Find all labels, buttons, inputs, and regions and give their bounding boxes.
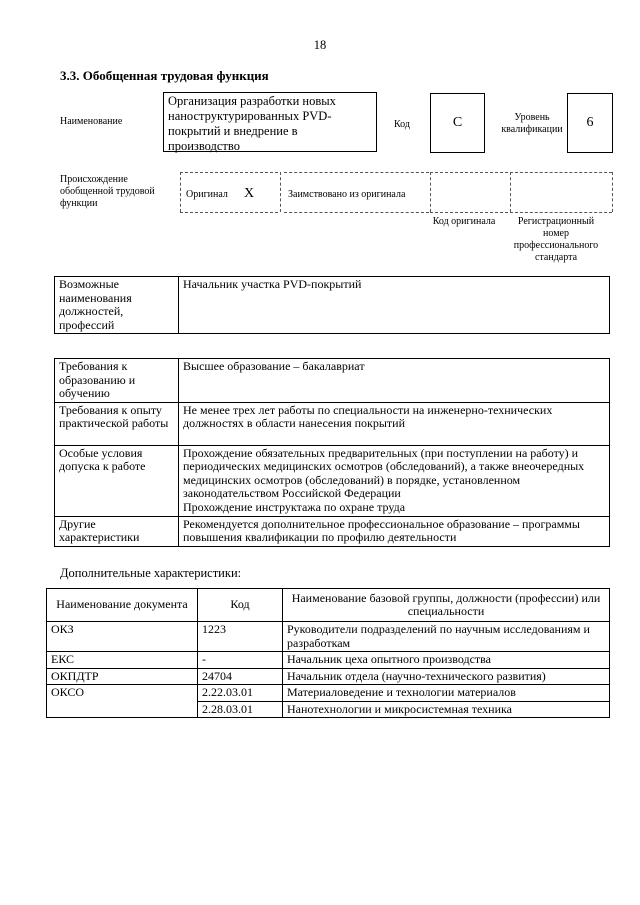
other-label: Другие характеристики	[55, 516, 179, 546]
row-document: ОКПДТР	[47, 668, 198, 685]
row-code: 2.22.03.01	[198, 685, 283, 702]
education-label: Требования к образованию и обучению	[55, 359, 179, 403]
section-title: 3.3. Обобщенная трудовая функция	[60, 68, 269, 83]
original-code-label: Код оригинала	[432, 216, 496, 227]
experience-label: Требования к опыту практической работы	[55, 402, 179, 445]
table-row	[47, 701, 610, 718]
row-code: 2.28.03.01	[198, 701, 283, 718]
table-row	[47, 622, 610, 652]
header-document: Наименование документа	[47, 589, 198, 622]
table-row	[47, 652, 610, 669]
additional-title: Дополнительные характеристики:	[60, 566, 242, 580]
function-name-box	[163, 92, 377, 152]
row-document: ОКЗ	[47, 622, 198, 652]
reg-number-label: Регистрационный номер профессионального стандарта	[513, 216, 599, 263]
row-name: Материаловедение и технологии материалов	[283, 685, 610, 702]
borrowed-label: Заимствовано из оригинала	[288, 189, 406, 200]
experience-value: Не менее трех лет работы по специальности на инженерно-технических должностях в области нанесения покрытий	[179, 402, 610, 445]
function-name: Организация разработки новых наноструктурированных PVD-покрытий и внедрение в производство	[168, 94, 336, 153]
original-mark: X	[244, 186, 255, 201]
row-document	[47, 701, 198, 718]
additional-table	[46, 588, 610, 718]
positions-value: Начальник участка PVD-покрытий	[179, 277, 610, 334]
other-value: Рекомендуется дополнительное профессиональное образование – программы повышения квалификации по профилю деятельности	[179, 516, 610, 546]
positions-label: Возможные наименования должностей, профессий	[55, 277, 179, 334]
row-document: ЕКС	[47, 652, 198, 669]
row-name: Нанотехнологии и микросистемная техника	[283, 701, 610, 718]
education-value: Высшее образование – бакалавриат	[179, 359, 610, 403]
row-code: 24704	[198, 668, 283, 685]
original-label: Оригинал	[186, 189, 228, 200]
table-row	[47, 685, 610, 702]
name-label: Наименование	[60, 116, 123, 127]
row-name: Начальник цеха опытного производства	[283, 652, 610, 669]
positions-table	[54, 276, 610, 334]
code-label: Код	[394, 119, 410, 130]
level-value: 6	[567, 93, 613, 153]
row-name: Руководители подразделений по научным исследованиям и разработкам	[283, 622, 610, 652]
row-document: ОКСО	[47, 685, 198, 702]
header-code: Код	[198, 589, 283, 622]
requirements-table	[54, 358, 610, 547]
table-row	[47, 668, 610, 685]
code-value: C	[430, 93, 485, 153]
origin-label: Происхождение обобщенной трудовой функции	[60, 174, 155, 209]
level-label: Уровень квалификации	[501, 112, 563, 135]
row-code: 1223	[198, 622, 283, 652]
page-number: 18	[313, 38, 327, 52]
header-name: Наименование базовой группы, должности (профессии) или специальности	[283, 589, 610, 622]
row-code: -	[198, 652, 283, 669]
admission-label: Особые условия допуска к работе	[55, 445, 179, 516]
row-name: Начальник отдела (научно-технического развития)	[283, 668, 610, 685]
admission-value: Прохождение обязательных предварительных (при поступлении на работу) и периодических медицинских осмотров (обследований), а также внеочередных медицинских осмотров (обследований) в порядке, установленном законодательством Российской Федерации Прохождение инструктажа по охране труда	[179, 445, 610, 516]
